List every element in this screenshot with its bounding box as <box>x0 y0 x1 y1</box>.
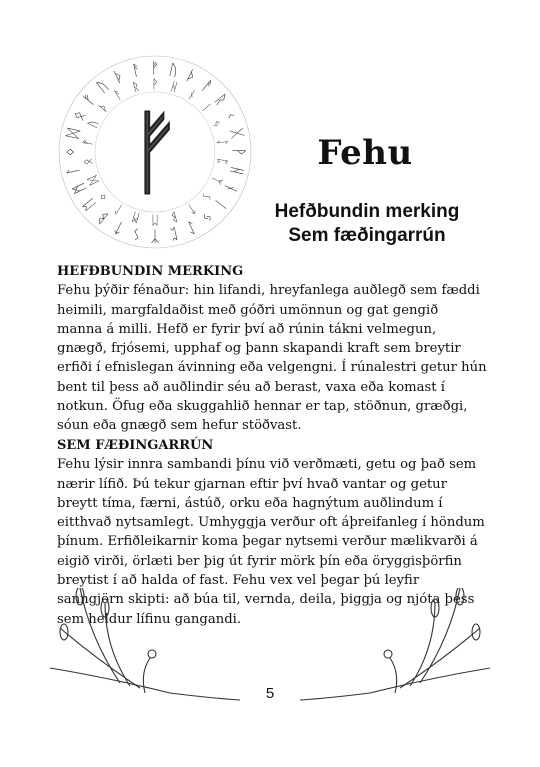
section-body: Fehu þýðir fénaður: hin lifandi, hreyfanlega auðlegð sem fæddi heimili, margfaldaðist með góðri umönnun og gat gengið manna á milli. Hefð er fyrir því að rúnin tákni velmegun, gnægð, frjósemi, upphaf og þann skapandi kraft sem breytir erfiði í efnislegan ávinning eða velgengni. Í rúnalestri getur hún bent til þess að auðlindir séu að berast, vaxa eða komast í notkun. Öfug eða skuggahlið hennar er tap, stöðnun, græðgi, sóun eða gnægð sem hefur stöðvast. <box>57 283 487 434</box>
ring-rune-glyph: ᛏ <box>184 201 199 218</box>
ring-rune-glyph: ᛈ <box>214 157 230 167</box>
ring-rune-glyph: ᛇ <box>214 137 230 147</box>
ring-rune-glyph: ᚲ <box>220 107 241 124</box>
section-body: Fehu lýsir innra sambandi þínu við verðmæti, getu og það sem nærir lífið. Þú tekur gjarnan eftir því hvað vantar og getur breytt tíma, færni, ástúð, orku eða hagnýtum auðlindum í eitthvað nytsamlegt. Umhyggja verður oft áþreifanleg í höndum þínum. Erfiðleikarnir koma þegar nytsemi verður mælikvarði á eigið virði, örlæti ber þig út fyrir mörk þín eða öryggisþörfin breytist í að halda of fast. Fehu vex vel þegar þú leyfir sanngjörn skipti: að búa til, vernda, deila, þiggja og njóta þess sem heldur lífinu gangandi. <box>57 457 485 627</box>
ring-rune-glyph: ᚦ <box>183 66 200 87</box>
section-heading: HEFÐBUNDIN MERKING <box>57 264 244 279</box>
ring-rune-glyph: ᚦ <box>95 100 112 115</box>
rune-wheel-illustration <box>55 52 255 252</box>
ring-rune-glyph: ᛗ <box>130 209 142 225</box>
ring-rune-glyph: ᛁ <box>210 195 231 214</box>
ring-rune-glyph: ᚱ <box>210 90 231 109</box>
ring-rune-glyph: ᚠ <box>79 90 100 109</box>
ring-rune-glyph: ᛇ <box>183 217 200 238</box>
ring-rune-glyph: ᚨ <box>111 86 126 103</box>
ring-rune-glyph: ᛒ <box>168 209 180 225</box>
ring-rune-glyph: ᚢ <box>93 76 112 97</box>
ring-rune-glyph: ᛟ <box>69 107 90 124</box>
rune-wheel-svg <box>55 52 255 252</box>
page-subtitle <box>262 200 472 248</box>
ring-rune-glyph: ᛒ <box>93 207 112 228</box>
section-heading: SEM FÆÐINGARRÚN <box>57 438 214 453</box>
ring-rune-glyph: ᛗ <box>69 180 90 197</box>
ring-rune-glyph: ᚷ <box>227 126 247 140</box>
ring-rune-glyph: ᛖ <box>151 213 159 227</box>
ring-rune-glyph: ᛟ <box>80 157 96 167</box>
ring-rune-glyph: ᚾ <box>220 180 241 197</box>
ring-rune-glyph: ᛖ <box>79 195 100 214</box>
ring-rune-glyph: ᛃ <box>198 207 217 228</box>
ring-rune-glyph: ᚺ <box>168 79 180 95</box>
subtitle-line-1: Hefðbundin merking <box>274 201 460 222</box>
ring-rune-glyph: ᛚ <box>63 164 83 178</box>
ring-rune-glyph: ᛊ <box>129 224 143 244</box>
ring-rune-glyph: ᚢ <box>167 60 181 80</box>
left-wheat-bouquet <box>50 588 240 700</box>
ring-rune-glyph: ᛞ <box>63 126 83 140</box>
ring-rune-glyph: ᛃ <box>209 117 225 130</box>
ring-rune-glyph: ᛁ <box>198 100 215 115</box>
ring-rune-glyph: ᚹ <box>230 147 248 157</box>
ring-rune-glyph: ᛉ <box>209 174 225 187</box>
ring-rune-glyph: ᚢ <box>85 117 101 130</box>
right-wheat-bouquet <box>300 588 490 700</box>
ring-rune-glyph: ᛚ <box>111 201 126 218</box>
ring-rune-glyph: ᚠ <box>150 59 160 77</box>
ring-rune-glyph: ᛏ <box>110 217 127 238</box>
ring-rune-glyph: ᛜ <box>62 147 80 157</box>
ring-rune-glyph: ᚹ <box>151 77 159 91</box>
ring-rune-glyph: ᚱ <box>130 79 142 95</box>
ring-rune-glyph: ᚨ <box>198 76 217 97</box>
ring-rune-glyph: ᚦ <box>110 66 127 87</box>
ring-rune-glyph: ᛜ <box>95 189 112 204</box>
ring-rune-glyph: ᛉ <box>150 227 160 245</box>
ring-rune-glyph: ᚾ <box>184 86 199 103</box>
fehu-rune-icon: ᚠ <box>127 99 183 206</box>
ring-rune-glyph: ᚠ <box>80 137 96 147</box>
ring-rune-glyph: ᛞ <box>85 174 101 187</box>
ring-rune-glyph: ᛈ <box>167 224 181 244</box>
page-title: Fehu <box>317 133 413 173</box>
page-number: 5 <box>265 685 275 702</box>
ring-rune-glyph: ᚨ <box>129 60 143 80</box>
ring-rune-glyph: ᚺ <box>227 164 247 178</box>
subtitle-line-2: Sem fæðingarrún <box>288 225 446 246</box>
ring-rune-glyph: ᛊ <box>198 189 215 204</box>
section-traditional-meaning <box>57 262 487 436</box>
